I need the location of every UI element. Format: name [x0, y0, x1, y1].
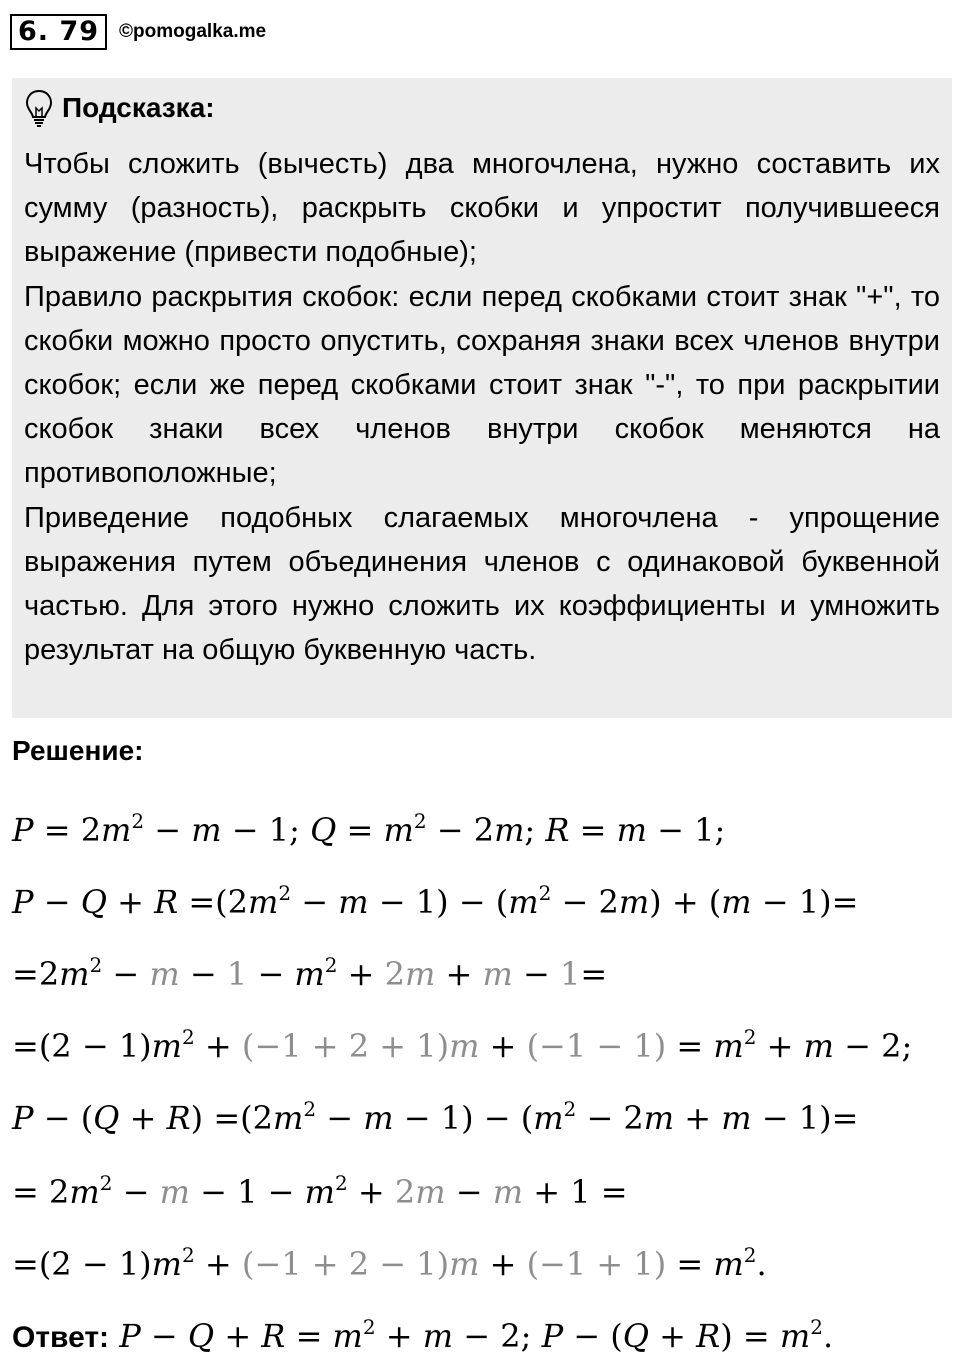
- answer-label: Ответ:: [12, 1321, 110, 1354]
- math-line-4: $P - (Q + R) =(2m^2 - m - 1) - (m^2 - 2m + m - 1)=$: [12, 1097, 859, 1137]
- header: [10, 12, 266, 52]
- hint-title: Подсказка:: [62, 92, 215, 123]
- hint-paragraph: Чтобы сложить (вычесть) два многочлена, нужно составить их сумму (разность), раскрыть скобки и упростит получившееся выражение (привести подобные);: [24, 148, 940, 269]
- math-line-definitions: $P = 2m^2 - m - 1$; $Q = m^2 - 2m$; R = m − 1;: [12, 809, 726, 849]
- math-line-2: $=2m^2 - m - 1 - m^2 + 2m + m - 1=$: [12, 953, 608, 993]
- solution-title: Решение:: [12, 735, 144, 766]
- answer-line: Ответ: $P - Q + R = m^2 + m - 2$; $P - (Q + R) = m^2$.: [12, 1315, 834, 1355]
- hint-box: [12, 78, 952, 718]
- hint-text: [24, 142, 940, 672]
- hint-paragraph: Приведение подобных слагаемых многочлена - упрощение выражения путем объединения членов с одинаковой буквенной частью. Для этого нужно сложить их коэффициенты и умножить результат на общую буквенную часть.: [24, 501, 940, 667]
- hint-header: [24, 88, 940, 128]
- math-line-3: $=(2 - 1)m^2 + (-1 + 2 + 1)m + (-1 - 1) = m^2 + m - 2$;: [12, 1025, 913, 1065]
- math-line-1: $P - Q + R =(2m^2 - m - 1) - (m^2 - 2m) + (m - 1)=$: [12, 881, 859, 921]
- site-credit: ©pomogalka.me: [119, 21, 267, 42]
- problem-number: 6. 79: [10, 14, 107, 50]
- math-line-5: = $2m^2 - m - 1 - m^2 + 2m - m + 1$ =: [12, 1171, 628, 1211]
- lightbulb-icon: [24, 88, 54, 128]
- math-line-6: $=(2 - 1)m^2 + (-1 + 2 - 1)m + (-1 + 1) = m^2$.: [12, 1243, 767, 1283]
- hint-paragraph: Правило раскрытия скобок: если перед скобками стоит знак "+", то скобки можно просто опустить, сохраняя знаки всех членов внутри скобок; если же перед скобками стоит знак "-", то при раскрытии скобок знаки всех членов внутри скобок меняются на противоположные;: [24, 280, 940, 490]
